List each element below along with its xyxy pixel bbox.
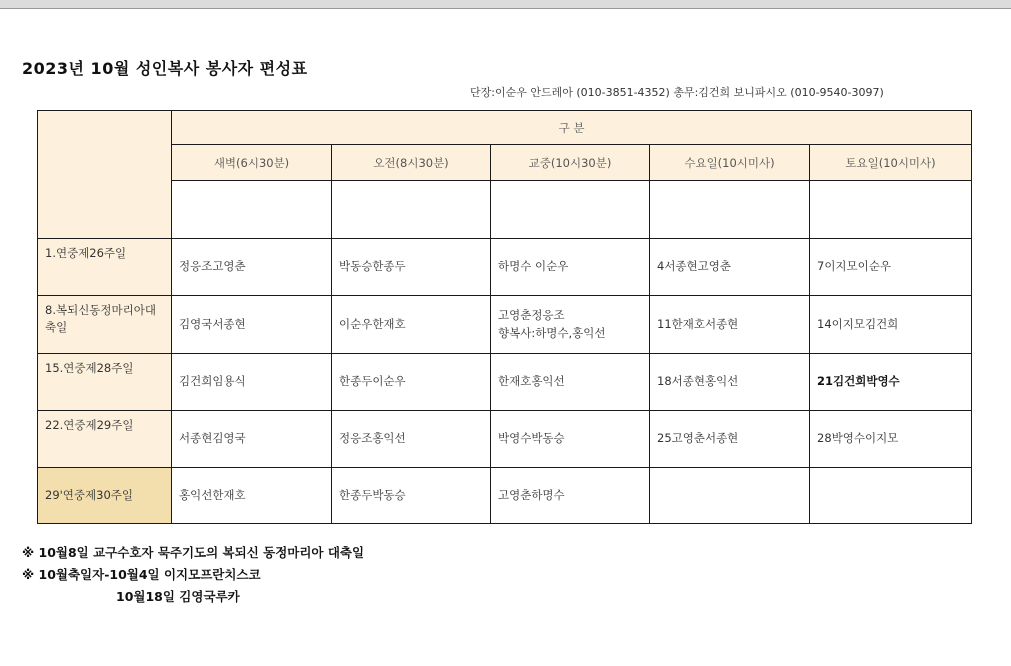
page-title: 2023년 10월 성인복사 봉사자 편성표 xyxy=(22,59,308,78)
table-cell: 25고영춘서종현 xyxy=(650,411,810,468)
table-cell: 박영수박동승 xyxy=(491,411,650,468)
blank-cell xyxy=(491,181,650,239)
blank-cell xyxy=(172,181,332,239)
column-header: 새벽(6시30분) xyxy=(172,145,332,181)
group-header: 구 분 xyxy=(172,111,972,145)
table-cell xyxy=(810,468,972,524)
table-cell: 14이지모김건희 xyxy=(810,296,972,354)
table-cell: 박동승한종두 xyxy=(332,239,491,296)
table-cell: 한종두박동승 xyxy=(332,468,491,524)
table-row xyxy=(38,239,972,296)
table-cell: 고영춘하명수 xyxy=(491,468,650,524)
row-label: 1.연중제26주일 xyxy=(38,239,172,296)
top-border xyxy=(0,0,1011,9)
note-line: ※ 10월축일자-10월4일 이지모프란치스코 xyxy=(22,567,261,582)
table-cell: 28박영수이지모 xyxy=(810,411,972,468)
table-cell: 이순우한재호 xyxy=(332,296,491,354)
table-cell: 김영국서종현 xyxy=(172,296,332,354)
table-cell: 정응조고영춘 xyxy=(172,239,332,296)
table-row xyxy=(38,411,972,468)
column-header-row xyxy=(38,145,972,181)
table-header-row xyxy=(38,111,972,145)
table-cell: 11한재호서종현 xyxy=(650,296,810,354)
table-row xyxy=(38,468,972,524)
table-cell: 21김건희박영수 xyxy=(810,354,972,411)
table-cell: 정응조홍익선 xyxy=(332,411,491,468)
table-row xyxy=(38,354,972,411)
blank-cell xyxy=(650,181,810,239)
column-header: 오전(8시30분) xyxy=(332,145,491,181)
table-cell: 한재호홍익선 xyxy=(491,354,650,411)
cell-line: 고영춘정응조 xyxy=(498,307,565,322)
table-cell: 서종현김영국 xyxy=(172,411,332,468)
blank-cell xyxy=(332,181,491,239)
table-cell: 4서종현고영춘 xyxy=(650,239,810,296)
table-cell: 18서종현홍익선 xyxy=(650,354,810,411)
table-row xyxy=(38,296,972,354)
note-line: ※ 10월8일 교구수호자 묵주기도의 복되신 동정마리아 대축일 xyxy=(22,545,365,560)
corner-cell xyxy=(38,111,172,239)
schedule-table xyxy=(37,110,972,524)
blank-row xyxy=(38,181,972,239)
contact-info: 단장:이순우 안드레아 (010-3851-4352) 총무:김건희 보니파시오 (010-9540-3097) xyxy=(470,86,884,99)
table-cell xyxy=(650,468,810,524)
table-cell: 홍익선한재호 xyxy=(172,468,332,524)
table-cell: 하명수 이순우 xyxy=(491,239,650,296)
blank-cell xyxy=(810,181,972,239)
row-label: 22.연중제29주일 xyxy=(38,411,172,468)
column-header: 수요일(10시미사) xyxy=(650,145,810,181)
table-cell: 7이지모이순우 xyxy=(810,239,972,296)
table-cell xyxy=(491,296,650,354)
column-header: 토요일(10시미사) xyxy=(810,145,972,181)
note-line: 10월18일 김영국루카 xyxy=(116,589,240,604)
column-header: 교중(10시30분) xyxy=(491,145,650,181)
notes xyxy=(22,542,364,608)
row-label: 15.연중제28주일 xyxy=(38,354,172,411)
cell-extra-line: 향복사:하명수,홍익선 xyxy=(498,325,606,340)
row-label: 29'연중제30주일 xyxy=(38,468,172,524)
table-cell: 김건희임용식 xyxy=(172,354,332,411)
table-cell: 한종두이순우 xyxy=(332,354,491,411)
row-label: 8.복되신동정마리아대축일 xyxy=(38,296,172,354)
